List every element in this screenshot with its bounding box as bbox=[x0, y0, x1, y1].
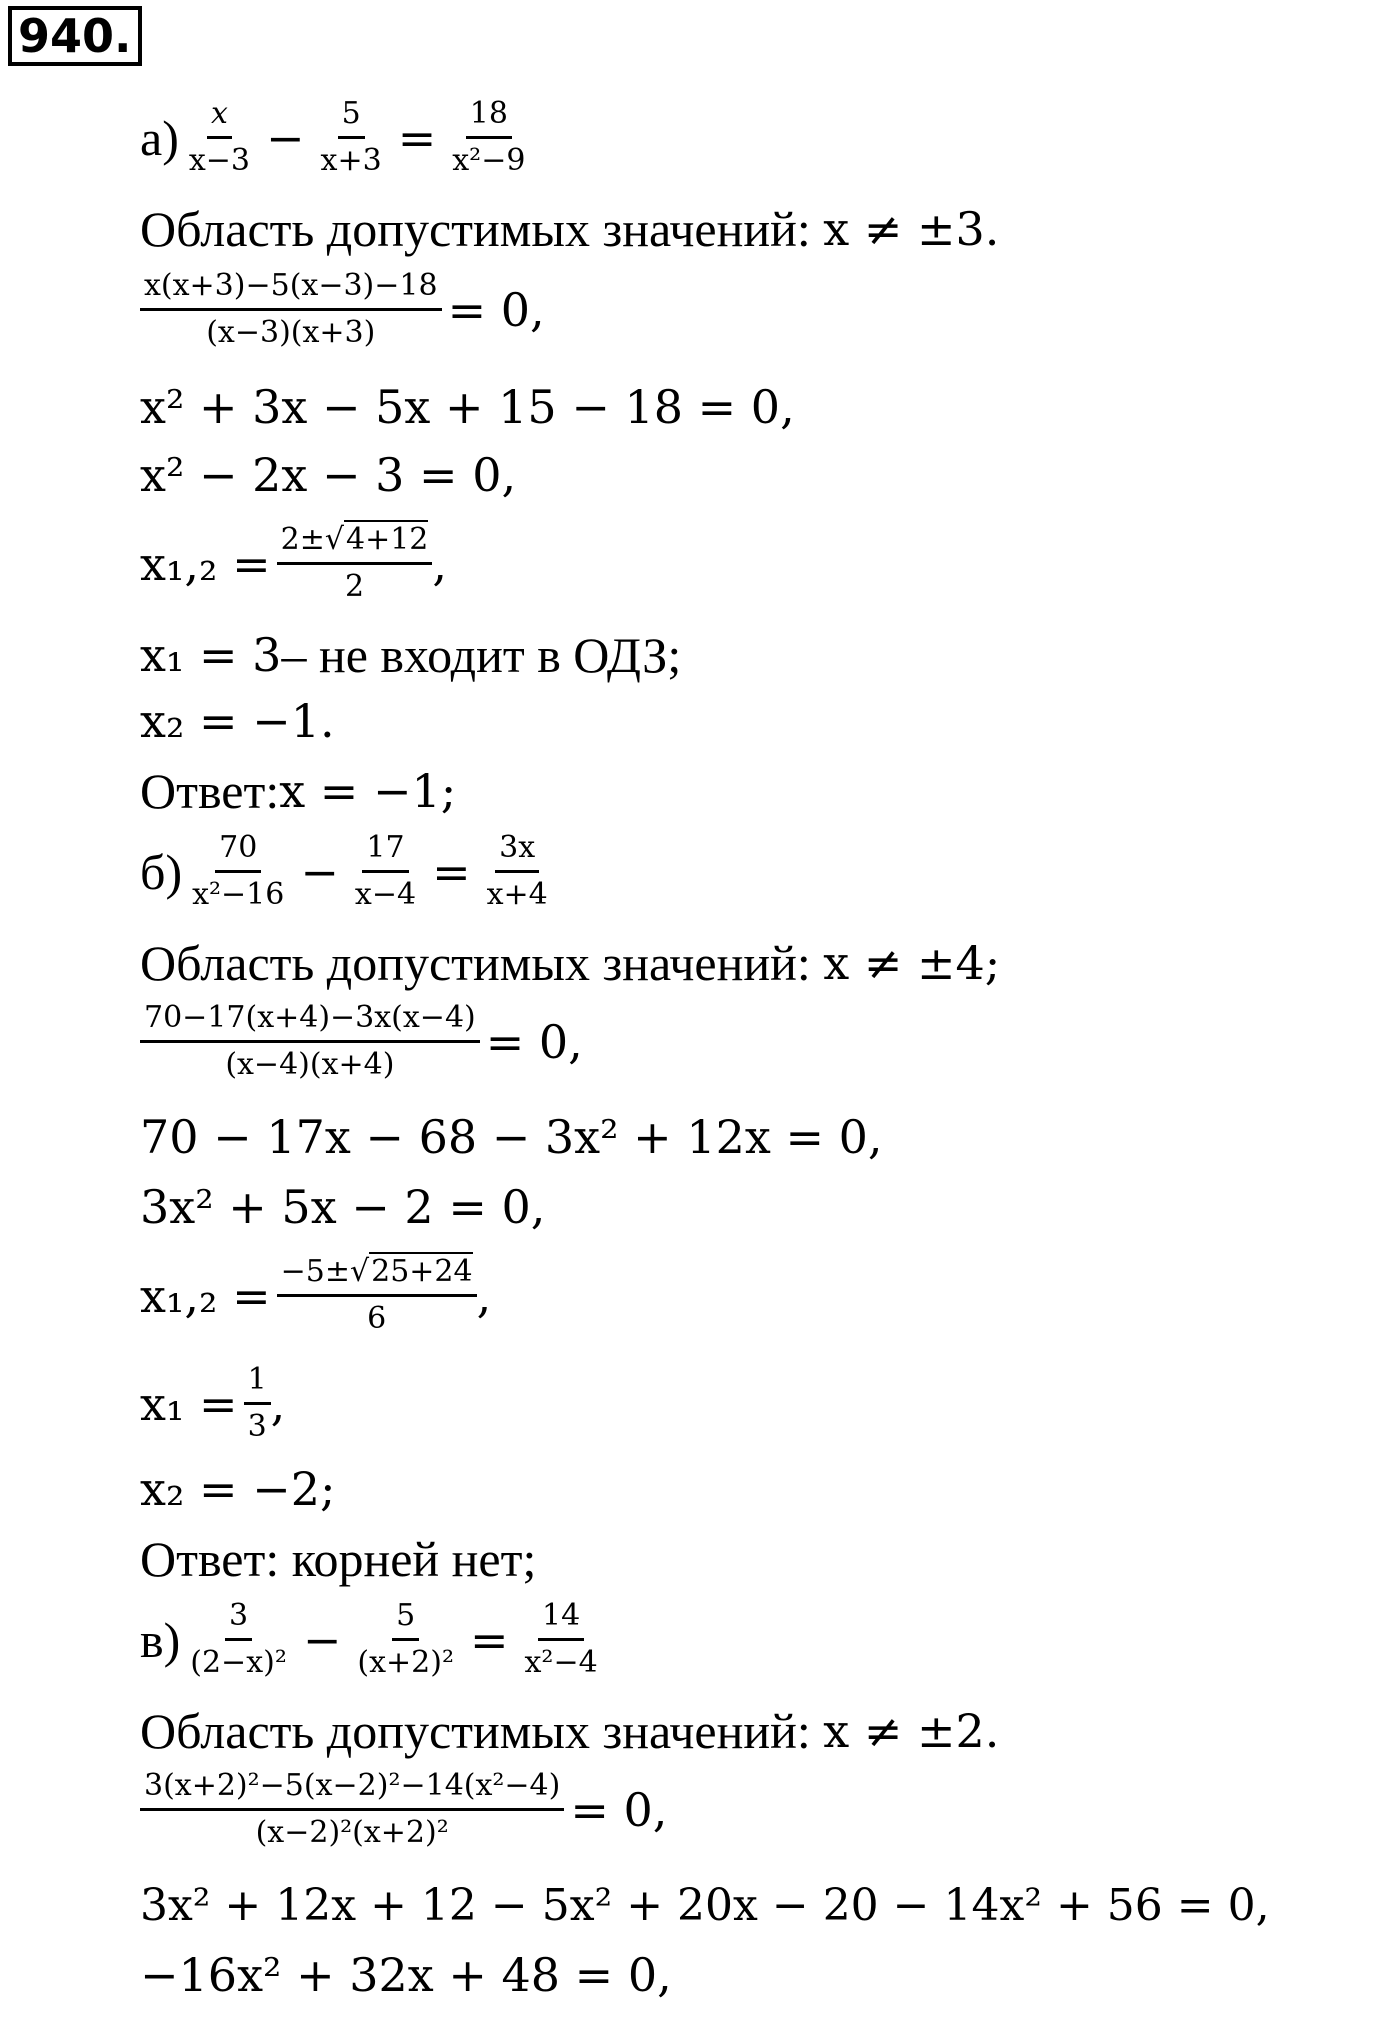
problem-number: 940. bbox=[8, 6, 142, 66]
b-step2: 70 − 17x − 68 − 3x² + 12x = 0, bbox=[140, 1110, 883, 1164]
a-roots-lhs: x₁,₂ = bbox=[140, 536, 271, 591]
a-frac-1: $\frac{x}{x-3}$ bbox=[188, 96, 250, 178]
b-odz: Область допустимых значений: x ≠ ±4; bbox=[140, 935, 1001, 991]
b-equation: б) $\frac{70}{\text{x²−16}}$ − $\frac{17}{x-4}$ = $\frac{3x}{x+4}$ bbox=[140, 830, 558, 913]
b-roots: x₁,₂ = $\frac{-5\pm√25+24}{6}$ , bbox=[140, 1254, 492, 1336]
a-x2: x₂ = −1. bbox=[140, 694, 335, 748]
a-roots: x₁,₂ = $\frac{2\pm√4+12}{2}$ , bbox=[140, 522, 448, 604]
b-frac-3: $\frac{3x}{x+4}$ bbox=[486, 830, 548, 912]
a-label: а) bbox=[140, 109, 179, 166]
c-frac-1: $\frac{3}{\text{(2−x)²}}$ bbox=[190, 1598, 287, 1680]
c-step1: $\frac{\text{3(x+2)²−5(x−2)²−14(x²−4)}}{\text{(x−2)²(x+2)²}}$ = 0, bbox=[140, 1768, 667, 1851]
c-equation: в) $\frac{3}{\text{(2−x)²}}$ − $\frac{5}{\text{(x+2)²}}$ = $\frac{14}{\text{x²−4}}$ bbox=[140, 1598, 608, 1681]
b-label: б) bbox=[140, 843, 183, 900]
a-roots-frac: $\frac{2\pm√4+12}{2}$ bbox=[277, 522, 433, 605]
a-odz bbox=[140, 200, 999, 258]
b-frac-2: $\frac{17}{x-4}$ bbox=[354, 830, 417, 912]
a-step1-frac: $\frac{x(x+3)-5(x-3)-18}{(x-3)(x+3)}$ bbox=[140, 268, 442, 351]
a-minus: − bbox=[266, 110, 305, 165]
c-step2: 3x² + 12x + 12 − 5x² + 20x − 20 − 14x² + 56 = 0, bbox=[140, 1880, 1270, 1931]
a-answer: Ответ: x = −1; bbox=[140, 763, 457, 819]
a-step1 bbox=[140, 268, 545, 351]
b-step1-frac: $\frac{70-17(x+4)-3x(x-4)}{(x-4)(x+4)}$ bbox=[140, 1000, 480, 1083]
c-step3: −16x² + 32x + 48 = 0, bbox=[140, 1948, 672, 2002]
b-step3: 3x² + 5x − 2 = 0, bbox=[140, 1180, 546, 1234]
b-step1: $\frac{70-17(x+4)-3x(x-4)}{(x-4)(x+4)}$ = 0, bbox=[140, 1000, 583, 1083]
a-x1: x₁ = 3 – не входит в ОДЗ; bbox=[140, 627, 682, 683]
c-frac-2: $\frac{5}{\text{(x+2)²}}$ bbox=[357, 1598, 454, 1680]
b-frac-1: $\frac{70}{\text{x²−16}}$ bbox=[192, 830, 285, 912]
a-odz-text: Область допустимых значений: bbox=[140, 201, 811, 257]
a-odz-math: x ≠ ±3. bbox=[823, 202, 1000, 256]
c-frac-3: $\frac{14}{\text{x²−4}}$ bbox=[524, 1598, 598, 1680]
c-odz: Область допустимых значений: x ≠ ±2. bbox=[140, 1703, 1000, 1759]
a-equation bbox=[140, 96, 535, 179]
a-step2: x² + 3x − 5x + 15 − 18 = 0, bbox=[140, 380, 795, 434]
c-label: в) bbox=[140, 1611, 181, 1668]
b-x1-frac: $\frac{1}{3}$ bbox=[244, 1362, 271, 1445]
c-step1-frac: $\frac{\text{3(x+2)²−5(x−2)²−14(x²−4)}}{\text{(x−2)²(x+2)²}}$ bbox=[140, 1768, 564, 1851]
b-x2: x₂ = −2; bbox=[140, 1462, 336, 1516]
a-equals: = bbox=[397, 110, 437, 165]
a-step3: x² − 2x − 3 = 0, bbox=[140, 448, 517, 502]
b-answer: Ответ: корней нет; bbox=[140, 1531, 537, 1587]
a-frac-3: $\frac{18}{\text{x²−9}}$ bbox=[452, 96, 526, 178]
b-roots-frac: $\frac{-5\pm√25+24}{6}$ bbox=[277, 1254, 477, 1337]
b-x1: x₁ = $\frac{1}{3}$ , bbox=[140, 1362, 286, 1444]
a-frac-2: $\frac{5}{x+3}$ bbox=[320, 96, 382, 178]
a-step1-rhs: = 0, bbox=[447, 282, 545, 337]
